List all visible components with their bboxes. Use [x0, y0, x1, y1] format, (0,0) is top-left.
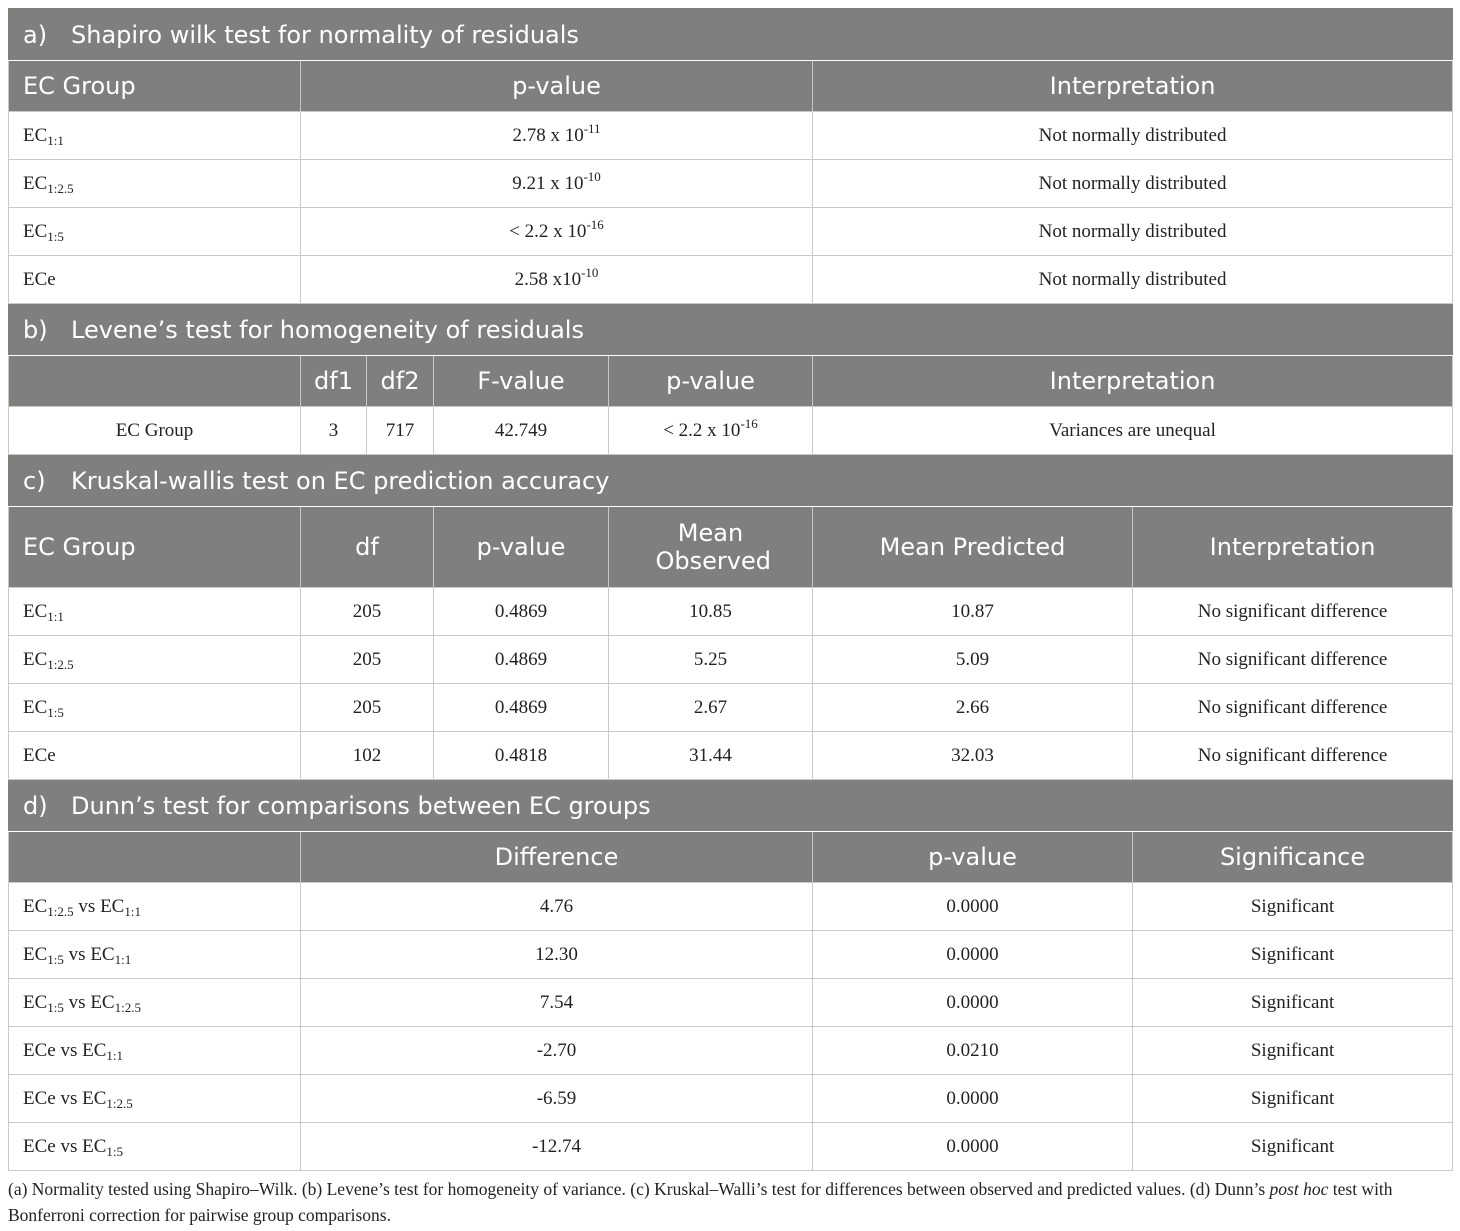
section-d-column-headers — [9, 832, 1453, 883]
df-cell: 102 — [301, 732, 434, 780]
section-d-letter: d) — [23, 791, 48, 820]
table-row — [9, 883, 1453, 931]
stats-table — [8, 8, 1453, 1171]
table-row — [9, 588, 1453, 636]
p-value-cell: < 2.2 x $10^{-16}$ — [609, 407, 813, 455]
df1-cell: 3 — [301, 407, 367, 455]
comparison-cell: $EC_{1:2.5}$ vs $EC_{1:1}$ — [9, 883, 301, 931]
column-header-df: df — [301, 507, 434, 588]
column-header-p-value: p-value — [813, 832, 1133, 883]
mean-predicted-cell: 32.03 — [813, 732, 1133, 780]
p-value-cell: 0.0000 — [813, 883, 1133, 931]
mean-observed-cell: 10.85 — [609, 588, 813, 636]
table-row — [9, 160, 1453, 208]
stats-table-container — [8, 8, 1452, 1171]
mean-predicted-cell: 10.87 — [813, 588, 1133, 636]
p-value-cell: 0.4869 — [434, 684, 609, 732]
p-value-cell: 2.78 x $10^{-11}$ — [301, 112, 813, 160]
section-c-header-row — [9, 455, 1453, 507]
table-row — [9, 931, 1453, 979]
interpretation-cell: Variances are unequal — [813, 407, 1453, 455]
difference-cell: 7.54 — [301, 979, 813, 1027]
table-row — [9, 208, 1453, 256]
column-header-p-value: p-value — [301, 61, 813, 112]
comparison-cell: $EC_{1:5}$ vs $EC_{1:2.5}$ — [9, 979, 301, 1027]
ec-group-cell: $EC_{1:5}$ — [9, 684, 301, 732]
interpretation-cell: No significant difference — [1133, 588, 1453, 636]
p-value-cell: 0.4869 — [434, 588, 609, 636]
mean-predicted-cell: 5.09 — [813, 636, 1133, 684]
column-header-p-value: p-value — [434, 507, 609, 588]
interpretation-cell: No significant difference — [1133, 684, 1453, 732]
interpretation-cell: Not normally distributed — [813, 256, 1453, 304]
section-b-letter: b) — [23, 315, 48, 344]
ec-group-cell: $EC_{1:5}$ — [9, 208, 301, 256]
section-c-column-headers — [9, 507, 1453, 588]
section-c-title-cell — [9, 455, 1453, 507]
column-header-ec-group: EC Group — [9, 507, 301, 588]
interpretation-cell: Not normally distributed — [813, 208, 1453, 256]
p-value-cell: 0.4818 — [434, 732, 609, 780]
table-row — [9, 636, 1453, 684]
significance-cell: Significant — [1133, 931, 1453, 979]
ec-group-cell: $EC_{1:2.5}$ — [9, 636, 301, 684]
significance-cell: Significant — [1133, 883, 1453, 931]
section-b-title: Levene’s test for homogeneity of residuals — [71, 315, 584, 344]
difference-cell: 12.30 — [301, 931, 813, 979]
df-cell: 205 — [301, 588, 434, 636]
column-header-interpretation: Interpretation — [1133, 507, 1453, 588]
interpretation-cell: No significant difference — [1133, 636, 1453, 684]
significance-cell: Significant — [1133, 979, 1453, 1027]
p-value-cell: 9.21 x $10^{-10}$ — [301, 160, 813, 208]
table-row — [9, 112, 1453, 160]
p-value-cell: 0.4869 — [434, 636, 609, 684]
difference-cell: 4.76 — [301, 883, 813, 931]
p-value-cell: 0.0000 — [813, 1075, 1133, 1123]
column-header-df2: df2 — [367, 356, 434, 407]
column-header-df1: df1 — [301, 356, 367, 407]
significance-cell: Significant — [1133, 1123, 1453, 1171]
ec-group-cell: $EC_{1:2.5}$ — [9, 160, 301, 208]
table-row — [9, 1075, 1453, 1123]
table-row — [9, 684, 1453, 732]
df-cell: 205 — [301, 636, 434, 684]
section-b-column-headers — [9, 356, 1453, 407]
column-header-interpretation: Interpretation — [813, 61, 1453, 112]
difference-cell: -6.59 — [301, 1075, 813, 1123]
column-header-f-value: F-value — [434, 356, 609, 407]
section-d-header-row — [9, 780, 1453, 832]
table-row — [9, 256, 1453, 304]
section-b-title-cell — [9, 304, 1453, 356]
ec-group-cell: ECe — [9, 732, 301, 780]
table-row — [9, 1123, 1453, 1171]
column-header-blank — [9, 356, 301, 407]
section-c-title: Kruskal-wallis test on EC prediction accuracy — [71, 466, 610, 495]
column-header-interpretation: Interpretation — [813, 356, 1453, 407]
section-b-header-row — [9, 304, 1453, 356]
difference-cell: -12.74 — [301, 1123, 813, 1171]
section-a-header-row — [9, 9, 1453, 61]
ec-group-cell: $EC_{1:1}$ — [9, 588, 301, 636]
section-a-column-headers — [9, 61, 1453, 112]
significance-cell: Significant — [1133, 1075, 1453, 1123]
column-header-ec-group: EC Group — [9, 61, 301, 112]
p-value-cell: 0.0000 — [813, 931, 1133, 979]
ec-group-cell: ECe — [9, 256, 301, 304]
difference-cell: -2.70 — [301, 1027, 813, 1075]
mean-observed-cell: 2.67 — [609, 684, 813, 732]
column-header-mean-observed: Mean Observed — [609, 507, 813, 588]
ec-group-cell: EC Group — [9, 407, 301, 455]
column-header-p-value: p-value — [609, 356, 813, 407]
section-c-letter: c) — [23, 466, 46, 495]
p-value-cell: 0.0000 — [813, 979, 1133, 1027]
table-footnote: (a) Normality tested using Shapiro–Wilk. (b) Levene’s test for homogeneity of variance. (c) Kruskal–Walli’s test for differences between observed and predicted values. (d) Dunn’s post hoc test with Bonferroni correction for pairwise group comparisons. — [8, 1179, 1393, 1225]
interpretation-cell: Not normally distributed — [813, 160, 1453, 208]
table-row — [9, 1027, 1453, 1075]
interpretation-cell: No significant difference — [1133, 732, 1453, 780]
table-row — [9, 979, 1453, 1027]
p-value-cell: 0.0000 — [813, 1123, 1133, 1171]
f-value-cell: 42.749 — [434, 407, 609, 455]
interpretation-cell: Not normally distributed — [813, 112, 1453, 160]
section-a-title-cell — [9, 9, 1453, 61]
section-d-title-cell — [9, 780, 1453, 832]
table-row — [9, 732, 1453, 780]
column-header-blank — [9, 832, 301, 883]
table-row — [9, 407, 1453, 455]
comparison-cell: ECe vs $EC_{1:5}$ — [9, 1123, 301, 1171]
comparison-cell: ECe vs $EC_{1:1}$ — [9, 1027, 301, 1075]
column-header-difference: Difference — [301, 832, 813, 883]
comparison-cell: $EC_{1:5}$ vs $EC_{1:1}$ — [9, 931, 301, 979]
mean-predicted-cell: 2.66 — [813, 684, 1133, 732]
significance-cell: Significant — [1133, 1027, 1453, 1075]
section-a-title: Shapiro wilk test for normality of residuals — [71, 20, 579, 49]
df2-cell: 717 — [367, 407, 434, 455]
p-value-cell: 0.0210 — [813, 1027, 1133, 1075]
p-value-cell: 2.58 $x10^{-10}$ — [301, 256, 813, 304]
comparison-cell: ECe vs $EC_{1:2.5}$ — [9, 1075, 301, 1123]
df-cell: 205 — [301, 684, 434, 732]
section-d-title: Dunn’s test for comparisons between EC groups — [71, 791, 651, 820]
column-header-significance: Significance — [1133, 832, 1453, 883]
column-header-mean-predicted: Mean Predicted — [813, 507, 1133, 588]
ec-group-cell: $EC_{1:1}$ — [9, 112, 301, 160]
mean-observed-cell: 5.25 — [609, 636, 813, 684]
p-value-cell: < 2.2 x $10^{-16}$ — [301, 208, 813, 256]
mean-observed-cell: 31.44 — [609, 732, 813, 780]
section-a-letter: a) — [23, 20, 48, 49]
